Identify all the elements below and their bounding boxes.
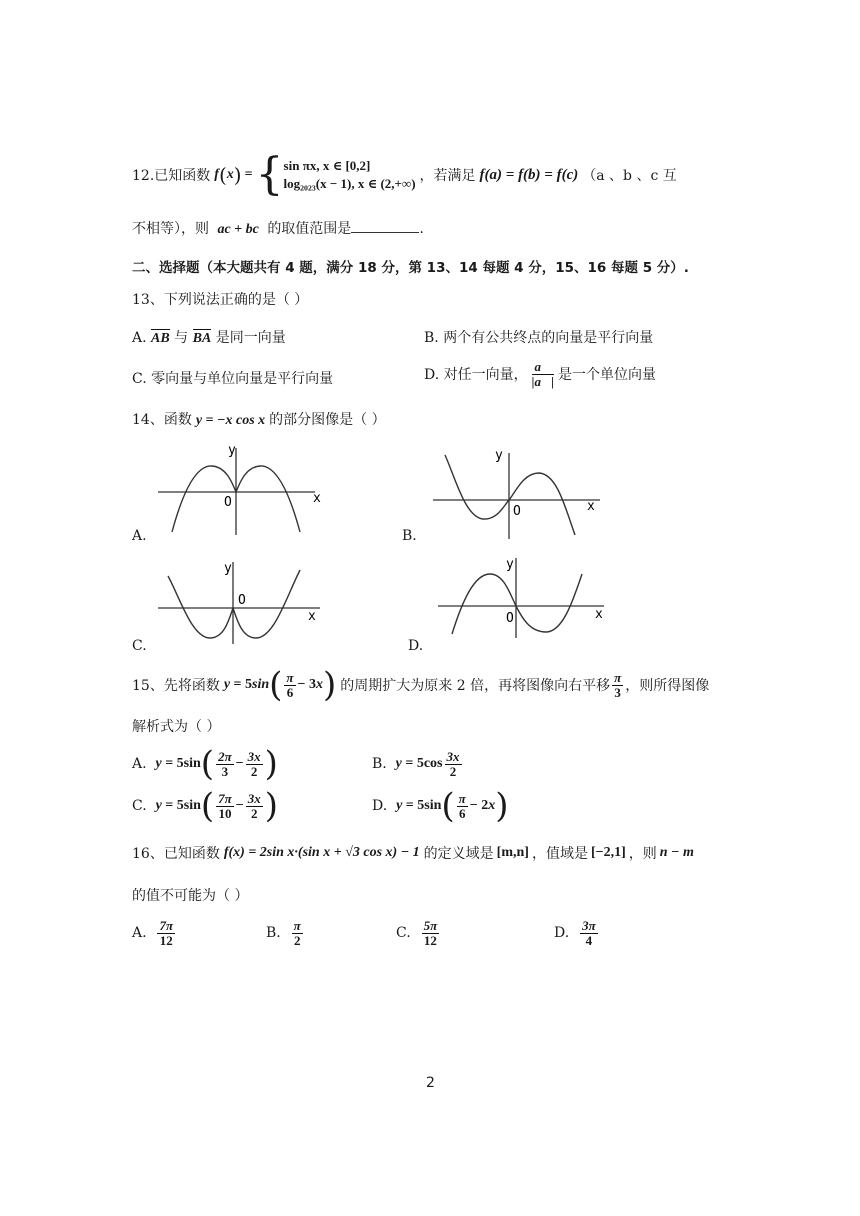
svg-text:O: O: [238, 593, 246, 608]
graph-b[interactable]: [425, 447, 610, 542]
q16-line2: 的值不可能为（ ）: [132, 888, 249, 904]
svg-text:x: x: [595, 607, 603, 622]
q16-function: f(x) = 2sin x·(sin x + √3 cos x) − 1: [223, 845, 420, 860]
q16-line1: 16、已知函数 f(x) = 2sin x·(sin x + √3 cos x) − 1 的定义域是 [m,n] ，值域是 [−2,1] ，则 n − m: [132, 845, 694, 862]
svg-text:O: O: [513, 504, 521, 519]
q12-line2: 不相等），则 ac + bc 的取值范围是 .: [132, 221, 424, 237]
q12-condition: f(a) = f(b) = f(c): [479, 166, 579, 183]
graph-a[interactable]: [150, 440, 330, 540]
q13-option-c[interactable]: C. 零向量与单位向量是平行向量: [132, 371, 334, 387]
svg-text:O: O: [224, 495, 232, 510]
q14-function: y = −x cos x: [195, 413, 266, 428]
svg-text:y: y: [495, 448, 503, 463]
q12-prefix: 12.已知函数: [132, 168, 211, 184]
graph-b-label: B.: [402, 528, 417, 544]
q16-option-a[interactable]: A. $\frac{7\pi}{12}$: [132, 917, 174, 948]
q12-line1: 12.已知函数 f ( x ) = { sin πx, x ∈ [0,2] log₂₀₂₃(x − 1), x ∈ (2,+∞) ，若满足 f(a) = f(b) = f(c) （a 、b 、c 互: [132, 149, 677, 200]
q15-option-d[interactable]: D. y = 5sin ( $\frac{\pi}{6}$ − 2x ): [372, 786, 509, 826]
svg-text:y: y: [506, 557, 514, 572]
q16-option-c[interactable]: C. $\frac{5\pi}{12}$: [396, 917, 438, 948]
svg-text:x: x: [313, 491, 321, 506]
svg-text:y: y: [228, 443, 236, 458]
q16-option-d[interactable]: D. $\frac{3\pi}{4}$: [554, 917, 596, 948]
svg-text:y: y: [224, 561, 232, 576]
q12-line2a: 不相等），则: [132, 221, 209, 237]
graph-c-label: C.: [132, 638, 147, 654]
q16-option-b[interactable]: B. $\frac{\pi}{2}$: [266, 917, 301, 948]
q15-line1: 15、先将函数 y = 5sin ( $\frac{\pi}{6}$ − 3x ) 的周期扩大为原来 2 倍，再将图像向右平移 $\frac{\pi}{3}$ ，则所得图像: [132, 665, 710, 705]
graph-d[interactable]: [432, 552, 617, 642]
graph-a-label: A.: [132, 528, 147, 544]
graph-c[interactable]: [150, 558, 330, 648]
q15-option-b[interactable]: B. y = 5cos $\frac{3x}{2}$: [372, 748, 460, 779]
q15-option-a[interactable]: A. y = 5sin ( $\frac{2\pi}{3}$ − $\frac{3x}{2}$ ): [132, 744, 278, 784]
q14-stem: 14、函数 y = −x cos x 的部分图像是（ ）: [132, 412, 386, 428]
graph-d-label: D.: [408, 638, 424, 654]
q12-tail: （a 、b 、c 互: [582, 168, 677, 184]
page-number: 2: [426, 1075, 435, 1091]
svg-text:x: x: [587, 499, 595, 514]
q15-option-c[interactable]: C. y = 5sin ( $\frac{7\pi}{10}$ − $\frac{3x}{2}$ ): [132, 786, 279, 826]
q12-case1: sin πx, x ∈ [0,2]: [283, 158, 371, 174]
q12-mid: ，若满足: [419, 168, 476, 184]
q13-option-b[interactable]: B. 两个有公共终点的向量是平行向量: [424, 330, 654, 346]
q12-line2b: 的取值范围是: [267, 221, 352, 237]
piecewise-function: { sin πx, x ∈ [0,2] log₂₀₂₃(x − 1), x ∈ (2,+∞): [255, 149, 416, 200]
q13-option-a[interactable]: A. AB 与 BA 是同一向量: [132, 330, 286, 346]
answer-blank[interactable]: [351, 220, 419, 233]
q12-expr: ac + bc: [217, 222, 259, 237]
q13-option-d[interactable]: D. 对任一向量， $\frac{a⃗}{|a⃗|}$ 是一个单位向量: [424, 359, 656, 389]
svg-text:x: x: [308, 609, 316, 624]
svg-text:O: O: [506, 611, 514, 626]
q12-case2: log₂₀₂₃(x − 1), x ∈ (2,+∞): [283, 176, 416, 191]
q13-stem: 13、下列说法正确的是（ ）: [132, 292, 309, 308]
q15-line2: 解析式为（ ）: [132, 719, 221, 735]
section-heading: 二、选择题（本大题共有 4 题，满分 18 分，第 13、14 每题 4 分，15、16 每题 5 分）.: [132, 260, 689, 276]
